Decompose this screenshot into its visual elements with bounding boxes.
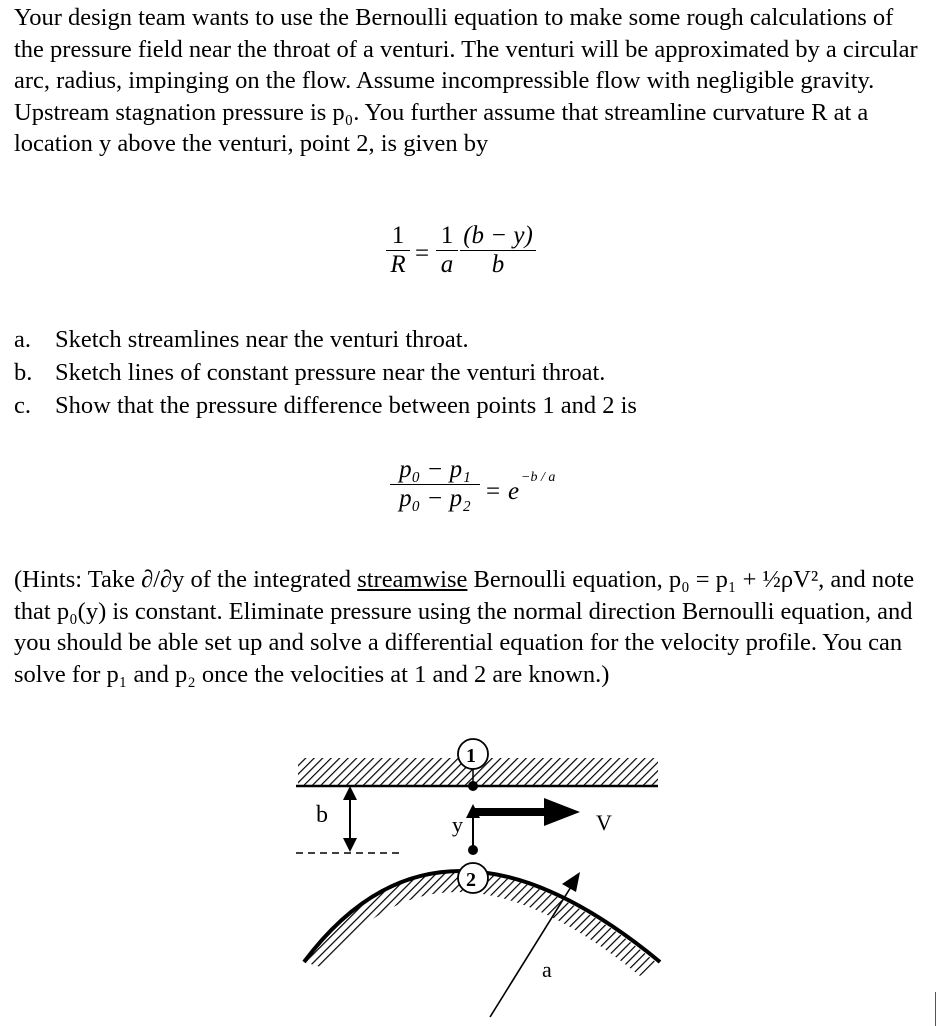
eq2-numerator: p₀ − p₁ [399, 456, 471, 483]
eq2-denominator: p₀ − p₂ [399, 485, 471, 512]
velocity-arrow-head [544, 798, 580, 826]
b-arrow-down [343, 838, 357, 852]
venturi-figure [280, 732, 680, 1022]
eq1-equals: = [415, 240, 430, 267]
part-a: a. Sketch streamlines near the venturi throat. [14, 326, 469, 353]
problem-statement: Your design team wants to use the Bernoulli equation to make some rough calculations of the pressure field near the throat of a venturi. The venturi will be approximated by a circular arc, radius, impinging on the flow. Assume incompressible flow with negligible gravity. Upstream stagnation pressure is p₀. You further assume that streamline curvature R at a location y above the venturi, point 2, is given by [14, 4, 918, 157]
part-b: b. Sketch lines of constant pressure near the venturi throat. [14, 359, 606, 386]
eq2-base: e [508, 478, 520, 505]
question-parts [14, 323, 637, 422]
part-c: c. Show that the pressure difference between points 1 and 2 is [14, 392, 637, 419]
label-v: V [596, 810, 612, 835]
eq1-a-denominator: a [440, 251, 454, 278]
hints-underlined-word: streamwise [357, 566, 468, 593]
eq1-b-denominator: b [491, 251, 505, 278]
eq1-a-numerator: 1 [440, 222, 454, 249]
pressure-ratio-equation [390, 456, 590, 536]
label-a: a [542, 957, 552, 982]
point-2-dot [468, 845, 478, 855]
point-1-label: 1 [466, 745, 476, 767]
b-arrow-up [343, 786, 357, 800]
hints-paragraph: (Hints: Take ∂/∂y of the integrated streamwise Bernoulli equation, p₀ = p₁ + ½ρV², and note that p₀(y) is constant. Eliminate pressure using the normal direction Bernoulli equation, and you should be able set up and solve a differential equation for the velocity profile. You can solve for p₁ and p₂ once the velocities at 1 and 2 are known.) [14, 566, 915, 688]
radius-arrow-head [562, 872, 580, 892]
text-cursor [935, 992, 936, 1026]
curvature-equation [380, 222, 550, 292]
eq1-lhs-denominator: R [390, 251, 406, 278]
eq1-lhs-numerator: 1 [391, 222, 405, 249]
label-b: b [316, 802, 328, 828]
eq2-exponent: −b / a [521, 470, 556, 485]
label-y: y [452, 812, 463, 837]
eq2-equals: = [486, 478, 501, 505]
point-2-label: 2 [466, 869, 476, 891]
eq1-b-numerator: (b − y) [463, 222, 533, 249]
